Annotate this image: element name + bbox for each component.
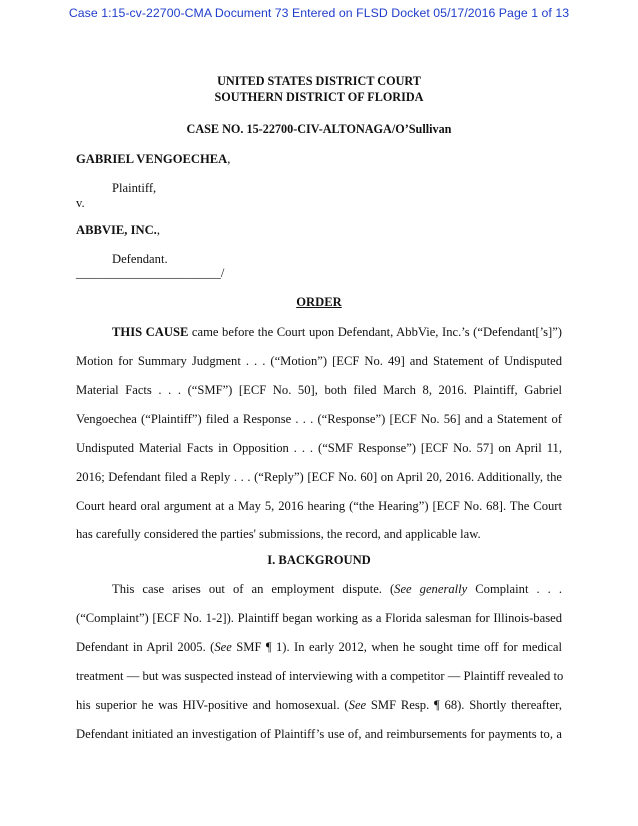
caption-signature-line: _______________________/ <box>76 266 225 280</box>
plaintiff-role: Plaintiff, <box>112 181 157 195</box>
court-name-line1: UNITED STATES DISTRICT COURT <box>217 74 421 88</box>
bg-l3-b: SMF ¶ 1). In early 2012, when he sought time off for medical <box>231 640 562 654</box>
background-line-4: treatment — but was suspected instead of interviewing with a competitor — Plaintiff revealed to <box>76 669 564 683</box>
plaintiff-name <box>76 152 230 167</box>
defendant-role: Defendant. <box>112 252 168 266</box>
background-line-1 <box>112 582 562 597</box>
defendant-comma: , <box>156 223 160 237</box>
intro-line-4: Vengoechea (“Plaintiff”) filed a Response . . . (“Response”) [ECF No. 56] and a Statement of <box>76 412 562 426</box>
docket-header: Case 1:15-cv-22700-CMA Document 73 Entered on FLSD Docket 05/17/2016 Page 1 of 13 <box>68 6 570 20</box>
intro-line-2: Motion for Summary Judgment . . . (“Motion”) [ECF No. 49] and Statement of Undisputed <box>76 354 562 368</box>
intro-line-6: 2016; Defendant filed a Reply . . . (“Reply”) [ECF No. 60] on April 20, 2016. Additionally, the <box>76 470 562 484</box>
intro-line-1-rest: came before the Court upon Defendant, AbbVie, Inc.’s (“Defendant[’s]”) <box>188 325 562 339</box>
versus: v. <box>76 196 85 210</box>
this-cause: THIS CAUSE <box>112 325 189 339</box>
bg-l3-see: See <box>214 640 232 654</box>
defendant-name-text: ABBVIE, INC. <box>76 223 157 237</box>
intro-line-1 <box>112 325 562 340</box>
intro-line-5: Undisputed Material Facts in Opposition . . . (“SMF Response”) [ECF No. 57] on April 11, <box>76 441 562 455</box>
order-title: ORDER <box>296 295 342 309</box>
bg-l3-a: Defendant in April 2005. ( <box>76 640 215 654</box>
bg-l1-see: See generally <box>394 582 468 596</box>
plaintiff-comma: , <box>227 152 231 166</box>
background-line-5 <box>76 698 562 713</box>
plaintiff-name-text: GABRIEL VENGOECHEA <box>76 152 228 166</box>
background-line-2: (“Complaint”) [ECF No. 1-2]). Plaintiff began working as a Florida salesman for Illinois-based <box>76 611 562 625</box>
intro-line-7: Court heard oral argument at a May 5, 2016 hearing (“the Hearing”) [ECF No. 68]. The Court <box>76 499 562 513</box>
defendant-name <box>76 223 160 238</box>
court-name-line2: SOUTHERN DISTRICT OF FLORIDA <box>214 90 424 104</box>
intro-line-3: Material Facts . . . (“SMF”) [ECF No. 50], both filed March 8, 2016. Plaintiff, Gabriel <box>76 383 562 397</box>
section-heading-background: I. BACKGROUND <box>267 553 371 567</box>
bg-l1-b: Complaint . . . <box>467 582 562 596</box>
case-number: CASE NO. 15-22700-CIV-ALTONAGA/O’Sullivan <box>186 122 452 136</box>
bg-l5-b: SMF Resp. ¶ 68). Shortly thereafter, <box>366 698 562 712</box>
intro-line-8: has carefully considered the parties' submissions, the record, and applicable law. <box>76 527 481 541</box>
bg-l5-see: See <box>348 698 367 712</box>
background-line-3 <box>76 640 562 655</box>
bg-l1-a: This case arises out of an employment dispute. ( <box>112 582 395 596</box>
bg-l5-a: his superior he was HIV-positive and homosexual. ( <box>76 698 349 712</box>
background-line-6: Defendant initiated an investigation of Plaintiff’s use of, and reimbursements for payments to, a <box>76 727 562 741</box>
